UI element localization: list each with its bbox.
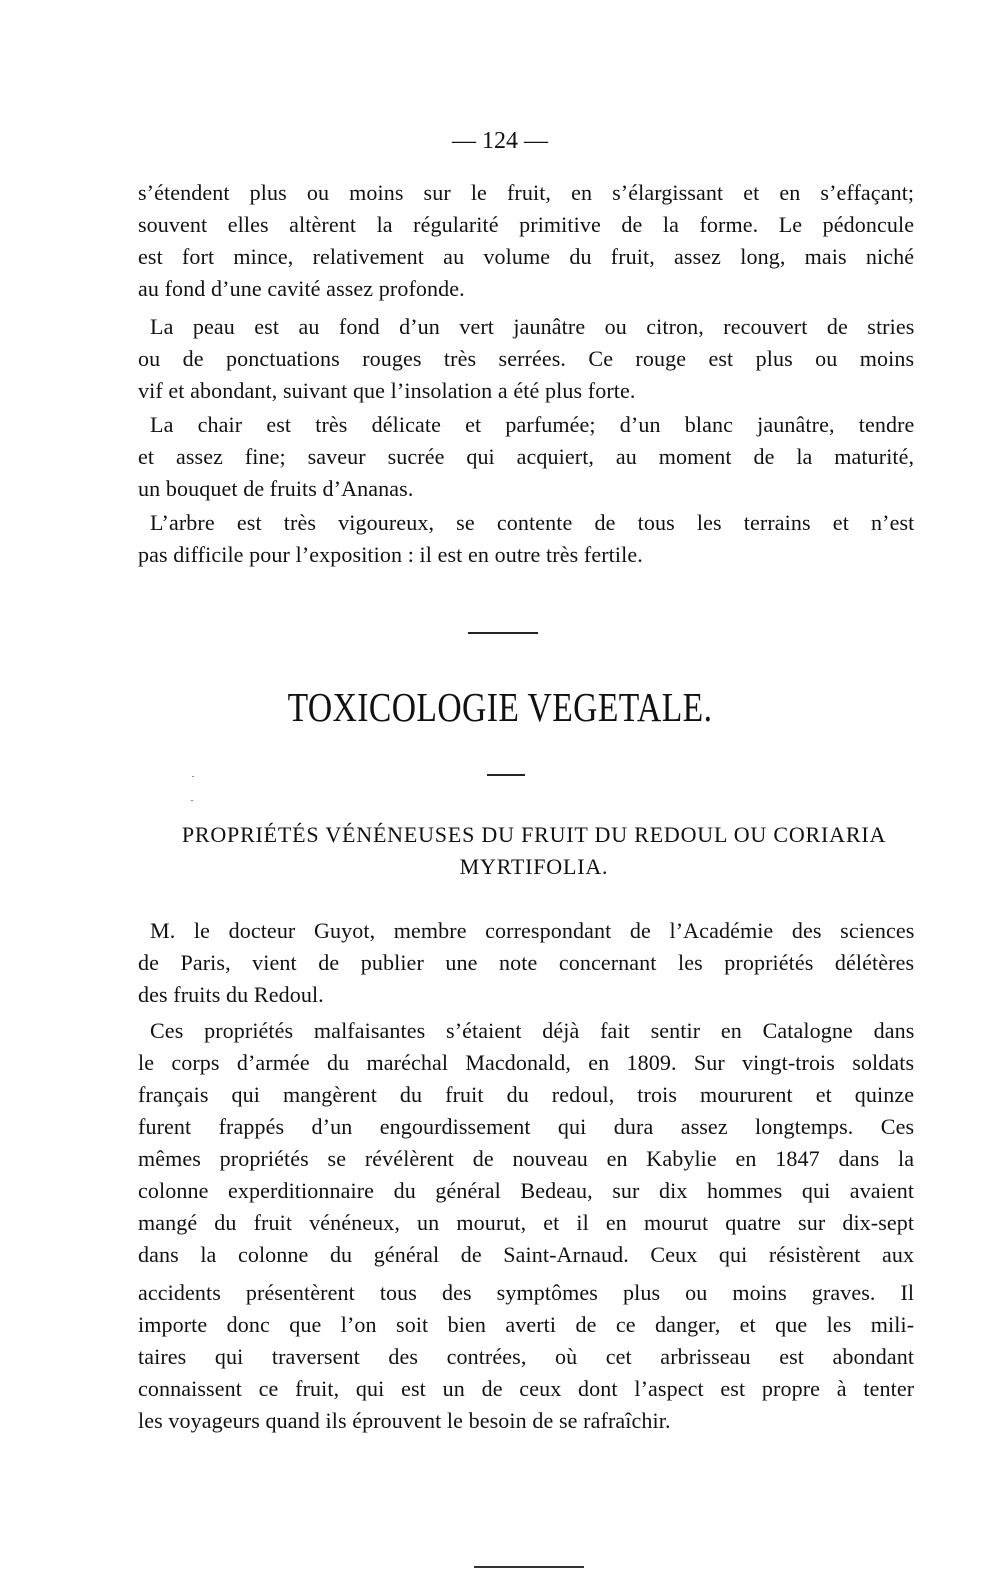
- text-line: La peau est au fond d’un vert jaunâtre ou citron, recouvert de stries: [150, 314, 915, 339]
- text-line: M. le docteur Guyot, membre correspondant de l’Académie des sciences: [150, 918, 915, 943]
- article-title-line-2: MYRTIFOLIA.: [459, 854, 609, 879]
- text-line: dans la colonne du général de Saint-Arnaud. Ceux qui résistèrent aux: [138, 1242, 915, 1267]
- text-line: connaissent ce fruit, qui est un de ceux dont l’aspect est propre à tenter: [138, 1376, 915, 1401]
- text-line: le corps d’armée du maréchal Macdonald, en 1809. Sur vingt-trois soldats: [138, 1050, 915, 1075]
- text-line: mêmes propriétés se révélèrent de nouveau en Kabylie en 1847 dans la: [138, 1146, 915, 1171]
- text-line: mangé du fruit vénéneux, un mourut, et il en mourut quatre sur dix-sept: [138, 1210, 915, 1235]
- text-line: La chair est très délicate et parfumée; d’un blanc jaunâtre, tendre: [150, 412, 915, 437]
- text-line: et assez fine; saveur sucrée qui acquiert, au moment de la maturité,: [138, 444, 915, 469]
- section-divider-rule: [468, 632, 538, 634]
- text-line: L’arbre est très vigoureux, se contente de tous les terrains et n’est: [150, 510, 915, 535]
- text-line: ou de ponctuations rouges très serrées. Ce rouge est plus ou moins: [138, 346, 915, 371]
- text-line: des fruits du Redoul.: [138, 982, 324, 1007]
- text-line: taires qui traversent des contrées, où cet arbrisseau est abondant: [138, 1344, 915, 1369]
- bottom-divider-rule: [474, 1566, 584, 1568]
- section-heading: TOXICOLOGIE VEGETALE.: [287, 684, 713, 730]
- text-line: les voyageurs quand ils éprouvent le besoin de se rafraîchir.: [138, 1408, 671, 1433]
- text-line: pas difficile pour l’exposition : il est en outre très fertile.: [138, 542, 643, 567]
- text-line: furent frappés d’un engourdissement qui dura assez longtemps. Ces: [138, 1114, 915, 1139]
- article-title-line-1: PROPRIÉTÉS VÉNÉNEUSES DU FRUIT DU REDOUL OU CORIARIA: [181, 822, 887, 847]
- text-line: un bouquet de fruits d’Ananas.: [138, 476, 414, 501]
- text-line: souvent elles altèrent la régularité primitive de la forme. Le pédoncule: [138, 212, 915, 237]
- text-line: importe donc que l’on soit bien averti de ce danger, et que les mili-: [138, 1312, 915, 1337]
- text-line: est fort mince, relativement au volume du fruit, assez long, mais niché: [138, 244, 915, 269]
- text-line: français qui mangèrent du fruit du redoul, trois moururent et quinze: [138, 1082, 915, 1107]
- heading-divider-rule: [487, 774, 525, 776]
- text-line: colonne experditionnaire du général Bedeau, sur dix hommes qui avaient: [138, 1178, 915, 1203]
- text-line: Ces propriétés malfaisantes s’étaient déjà fait sentir en Catalogne dans: [150, 1018, 915, 1043]
- text-line: au fond d’une cavité assez profonde.: [138, 276, 465, 301]
- scan-speck: [192, 776, 194, 777]
- scan-speck: [191, 800, 193, 801]
- text-line: de Paris, vient de publier une note concernant les propriétés délétères: [138, 950, 915, 975]
- page-number: — 124 —: [452, 128, 548, 154]
- text-line: vif et abondant, suivant que l’insolation a été plus forte.: [138, 378, 636, 403]
- text-line: accidents présentèrent tous des symptômes plus ou moins graves. Il: [138, 1280, 915, 1305]
- text-line: s’étendent plus ou moins sur le fruit, en s’élargissant et en s’effaçant;: [138, 180, 915, 205]
